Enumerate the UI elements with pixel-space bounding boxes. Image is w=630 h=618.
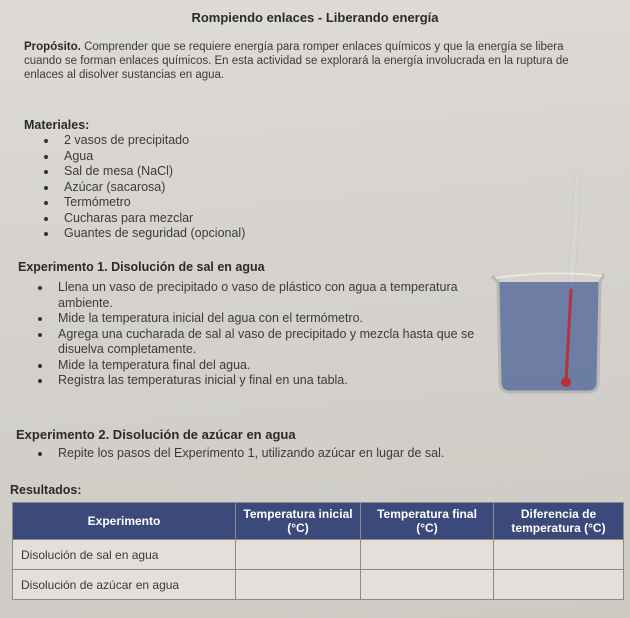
experiment2-steps xyxy=(34,446,614,462)
purpose-text: Comprender que se requiere energía para romper enlaces químicos y que la energía se libera cuando se forman enlaces químicos. En esta actividad se explorará la energía involucrada en la ruptura de enlaces al disolver sustancias en agua. xyxy=(24,41,569,81)
results-header-row xyxy=(13,503,624,540)
table-row xyxy=(13,570,624,600)
materials-item: 2 vasos de precipitado xyxy=(40,133,480,149)
table-cell[interactable] xyxy=(494,570,624,600)
table-cell[interactable] xyxy=(494,540,624,570)
experiment1-step: Mide la temperatura final del agua. xyxy=(34,358,484,374)
beaker-thermometer-illustration xyxy=(490,170,620,400)
purpose-paragraph xyxy=(24,40,594,82)
experiment2-heading: Experimento 2. Disolución de azúcar en agua xyxy=(16,427,296,442)
table-cell[interactable] xyxy=(361,540,494,570)
column-header: Temperatura final (°C) xyxy=(361,503,494,540)
experiment1-steps xyxy=(34,280,484,389)
table-cell[interactable] xyxy=(236,570,361,600)
thermometer-bulb xyxy=(561,377,571,387)
results-heading: Resultados: xyxy=(10,483,82,497)
materials-item: Sal de mesa (NaCl) xyxy=(40,164,480,180)
beaker-water xyxy=(498,282,600,392)
purpose-label: Propósito. xyxy=(24,41,81,53)
experiment2-step: Repite los pasos del Experimento 1, utilizando azúcar en lugar de sal. xyxy=(34,446,614,462)
table-cell: Disolución de azúcar en agua xyxy=(13,570,236,600)
column-header: Temperatura inicial (°C) xyxy=(236,503,361,540)
materials-list xyxy=(40,133,480,242)
table-cell[interactable] xyxy=(361,570,494,600)
experiment1-step: Agrega una cucharada de sal al vaso de precipitado y mezcla hasta que se disuelva completamente. xyxy=(34,327,484,358)
materials-item: Agua xyxy=(40,149,480,165)
experiment1-step: Mide la temperatura inicial del agua con el termómetro. xyxy=(34,311,484,327)
materials-item: Guantes de seguridad (opcional) xyxy=(40,226,480,242)
table-row xyxy=(13,540,624,570)
experiment1-step: Registra las temperaturas inicial y final en una tabla. xyxy=(34,373,484,389)
column-header: Diferencia de temperatura (°C) xyxy=(494,503,624,540)
experiment1-step: Llena un vaso de precipitado o vaso de plástico con agua a temperatura ambiente. xyxy=(34,280,484,311)
table-cell: Disolución de sal en agua xyxy=(13,540,236,570)
experiment1-heading: Experimento 1. Disolución de sal en agua xyxy=(18,260,265,274)
document-title: Rompiendo enlaces - Liberando energía xyxy=(191,10,439,25)
materials-item: Cucharas para mezclar xyxy=(40,211,480,227)
column-header: Experimento xyxy=(13,503,236,540)
beaker-rim xyxy=(496,273,602,278)
results-table xyxy=(12,502,624,600)
table-cell[interactable] xyxy=(236,540,361,570)
materials-item: Azúcar (sacarosa) xyxy=(40,180,480,196)
materials-heading: Materiales: xyxy=(24,118,90,132)
materials-item: Termómetro xyxy=(40,195,480,211)
